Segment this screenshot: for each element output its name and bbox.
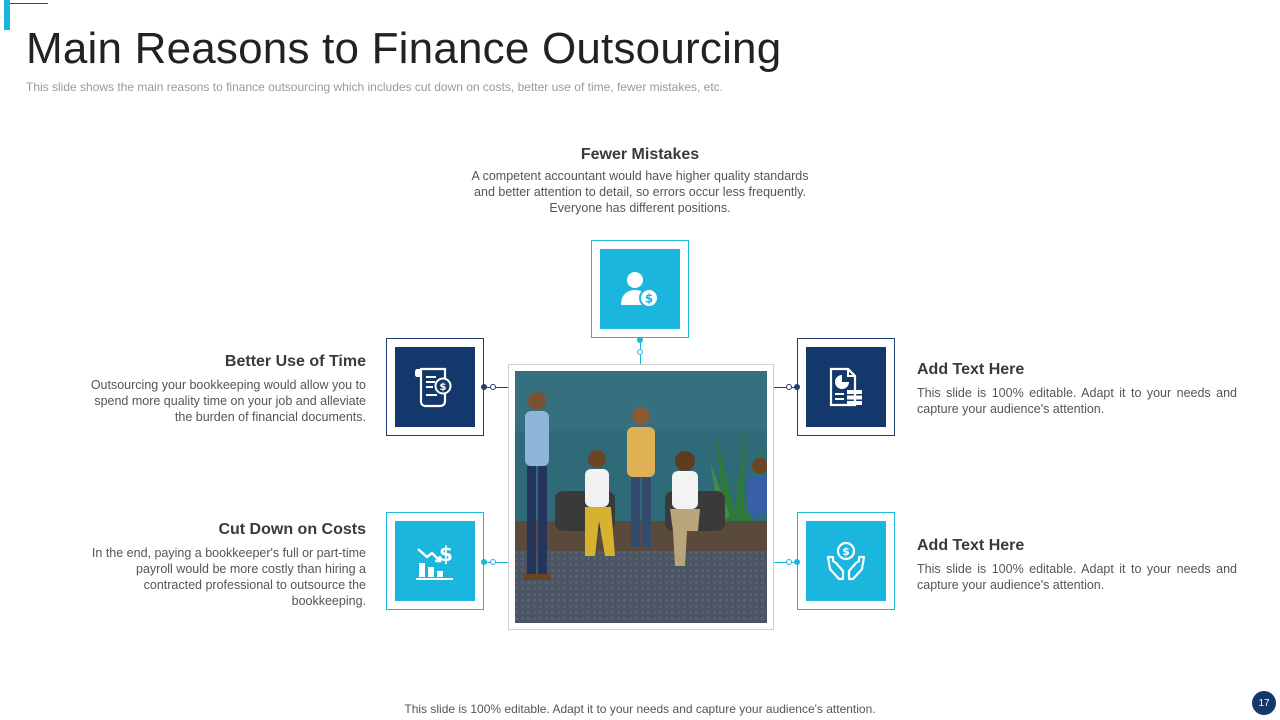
- left-top-connector-dot-start: [481, 384, 487, 390]
- fewer-mistakes-block: [470, 146, 810, 216]
- fewer-mistakes-text: A competent accountant would have higher quality standards and better attention to detail, so errors occur less frequently. Everyone has different positions.: [471, 169, 809, 215]
- corner-accent-line: [10, 3, 48, 4]
- corner-accent-bar: [4, 0, 10, 30]
- top-connector-dot-end: [637, 349, 643, 355]
- team-meeting-photo: [515, 371, 767, 623]
- add-text-body-2: This slide is 100% editable. Adapt it to your needs and capture your audience's attention.: [917, 562, 1237, 592]
- fewer-mistakes-icon-frame: [591, 240, 689, 338]
- slide-title: Main Reasons to Finance Outsourcing: [26, 24, 782, 73]
- cut-down-on-costs-block: [76, 521, 366, 609]
- add-text-block-1: [917, 361, 1237, 417]
- left-bottom-connector-line: [484, 562, 508, 563]
- add-text-icon-frame-2: [797, 512, 895, 610]
- left-bottom-connector-dot-start: [481, 559, 487, 565]
- add-text-heading-2: Add Text Here: [917, 537, 1025, 554]
- better-use-of-time-block: [76, 353, 366, 425]
- cut-down-on-costs-text: In the end, paying a bookkeeper's full or part-time payroll would be more costly than hiring a contracted professional to outsource the bookkeeping.: [91, 546, 366, 608]
- svg-text:$: $: [439, 382, 447, 393]
- left-top-connector-dot-end: [490, 384, 496, 390]
- svg-text:$: $: [644, 291, 654, 306]
- slide-footer: This slide is 100% editable. Adapt it to your needs and capture your audience's attention.: [404, 702, 876, 716]
- left-top-connector-line: [484, 387, 508, 388]
- right-top-connector-dot-start: [786, 384, 792, 390]
- fewer-mistakes-heading: Fewer Mistakes: [580, 146, 700, 163]
- add-text-block-2: [917, 537, 1237, 593]
- declining-cost-chart-icon: [395, 521, 475, 601]
- better-use-of-time-icon-frame: [386, 338, 484, 436]
- better-use-of-time-text: Outsourcing your bookkeeping would allow you to spend more quality time on your job and alleviate the burden of financial documents.: [90, 378, 366, 424]
- add-text-icon-frame-1: [797, 338, 895, 436]
- page-number-badge: 17: [1252, 691, 1276, 715]
- svg-text:$: $: [439, 542, 453, 566]
- cut-down-on-costs-heading: Cut Down on Costs: [218, 521, 366, 538]
- person-dollar-icon: [600, 249, 680, 329]
- add-text-body-1: This slide is 100% editable. Adapt it to your needs and capture your audience's attention.: [917, 386, 1237, 416]
- top-connector-dot-start: [637, 337, 643, 343]
- report-document-icon: [806, 347, 886, 427]
- svg-text:$: $: [842, 545, 850, 558]
- left-bottom-connector-dot-end: [490, 559, 496, 565]
- right-bottom-connector-dot-start: [786, 559, 792, 565]
- right-bottom-connector-dot-end: [794, 559, 800, 565]
- receipt-scroll-icon: [395, 347, 475, 427]
- right-top-connector-dot-end: [794, 384, 800, 390]
- add-text-heading-1: Add Text Here: [917, 361, 1025, 378]
- team-photo-frame: [508, 364, 774, 630]
- slide-subtitle: This slide shows the main reasons to finance outsourcing which includes cut down on costs, better use of time, fewer mistakes, etc.: [26, 80, 724, 94]
- hands-holding-coin-icon: [806, 521, 886, 601]
- better-use-of-time-heading: Better Use of Time: [224, 353, 366, 370]
- cut-down-on-costs-icon-frame: [386, 512, 484, 610]
